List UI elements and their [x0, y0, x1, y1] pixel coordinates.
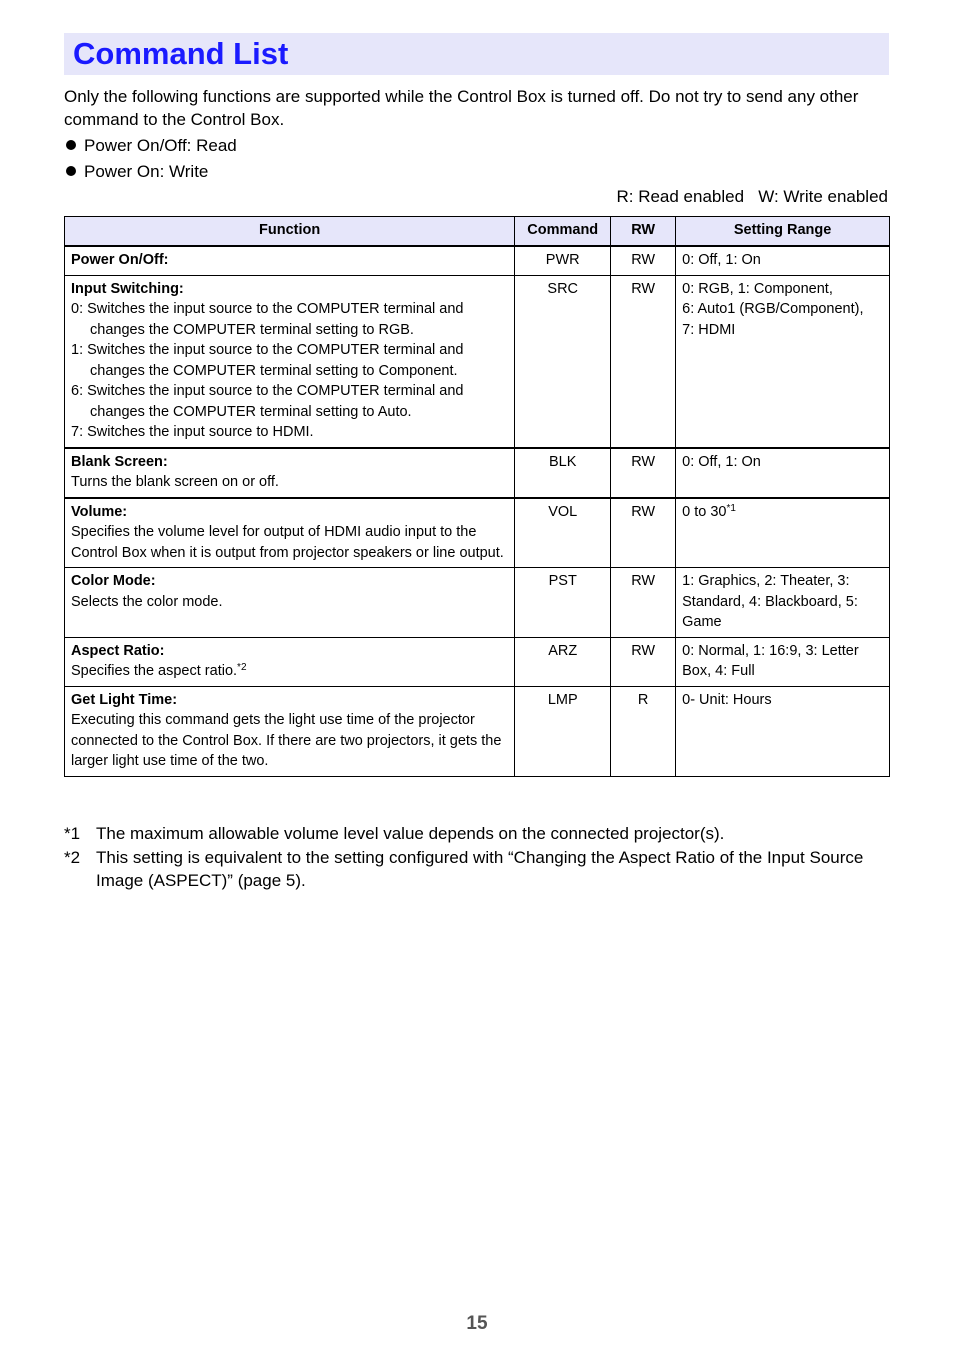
- range-cell: 0: Normal, 1: 16:9, 3: Letter Box, 4: Full: [676, 637, 890, 686]
- intro-paragraph: Only the following functions are supported while the Control Box is turned off. Do not try to send any other command to the Control Box.: [64, 87, 859, 129]
- bullet-icon: [66, 140, 76, 150]
- range-cell: [676, 498, 890, 568]
- command-cell: ARZ: [515, 637, 611, 686]
- range-cell: 0: Off, 1: On: [676, 448, 890, 498]
- page-number: 15: [466, 1313, 488, 1334]
- command-cell: LMP: [515, 686, 611, 776]
- table-row: [65, 637, 890, 686]
- list-item: 1: Switches the input source to the COMPUTER terminal and changes the COMPUTER terminal setting to Component.: [71, 342, 464, 379]
- function-cell: [65, 637, 515, 686]
- function-name: Blank Screen:: [71, 453, 168, 470]
- bullet-item: [66, 160, 208, 183]
- function-name: Power On/Off:: [71, 252, 169, 268]
- range-cell: 0- Unit: Hours: [676, 686, 890, 776]
- range-line: 6: Auto1 (RGB/Component),: [682, 301, 864, 317]
- rw-cell: RW: [611, 246, 676, 275]
- page-title: Command List: [73, 36, 289, 71]
- command-cell: PST: [515, 568, 611, 638]
- table-row: [65, 686, 890, 776]
- command-table: [64, 216, 890, 777]
- range-line: 0: RGB, 1: Component,: [682, 280, 833, 297]
- bullet-text: Power On: Write: [84, 162, 209, 181]
- footnote-text: The maximum allowable volume level value depends on the connected projector(s).: [96, 824, 725, 843]
- range-text: 0 to 30: [682, 503, 727, 520]
- list-item: 7: Switches the input source to HDMI.: [71, 424, 314, 440]
- command-cell: PWR: [515, 246, 611, 275]
- bullet-item: [66, 134, 237, 157]
- table-row: [65, 498, 890, 568]
- footnote-ref: *1: [726, 502, 736, 514]
- table-row: [65, 246, 890, 275]
- function-desc: Executing this command gets the light use time of the projector connected to the Control Box. If there are two projectors, it gets the larger light use time of the two.: [71, 712, 502, 769]
- function-desc: Turns the blank screen on or off.: [71, 474, 279, 490]
- function-cell: [65, 568, 515, 638]
- range-line: 7: HDMI: [682, 321, 736, 338]
- footnote-text: This setting is equivalent to the setting configured with “Changing the Aspect Ratio of the Input Source Image (ASPECT)” (page 5).: [96, 847, 864, 890]
- function-name: Volume:: [71, 503, 128, 520]
- function-desc: Specifies the volume level for output of HDMI audio input to the Control Box when it is output from projector speakers or line output.: [71, 524, 504, 561]
- table-row: [65, 275, 890, 448]
- title-bar: [64, 33, 889, 75]
- footnotes: [64, 822, 894, 893]
- range-cell: 0: Off, 1: On: [676, 246, 890, 275]
- footnote: [64, 822, 894, 846]
- range-cell: [676, 275, 890, 448]
- function-cell: [65, 275, 515, 448]
- bullet-icon: [66, 166, 76, 176]
- rw-cell: RW: [611, 637, 676, 686]
- table-row: [65, 448, 890, 498]
- function-cell: [65, 246, 515, 275]
- table-header-row: [65, 217, 890, 247]
- footnote-ref: *2: [237, 662, 247, 673]
- table-row: [65, 568, 890, 638]
- rw-legend: R: Read enabled W: Write enabled: [616, 187, 888, 206]
- function-name: Input Switching:: [71, 280, 184, 297]
- header-setting-range: Setting Range: [676, 217, 890, 247]
- rw-cell: RW: [611, 275, 676, 448]
- function-cell: [65, 498, 515, 568]
- command-cell: SRC: [515, 275, 611, 448]
- function-desc: Specifies the aspect ratio.: [71, 663, 238, 679]
- footnote-mark: *2: [64, 847, 81, 867]
- rw-cell: R: [611, 686, 676, 776]
- header-rw: RW: [611, 217, 676, 247]
- footnote: [64, 846, 894, 893]
- command-cell: BLK: [515, 448, 611, 498]
- function-name: Get Light Time:: [71, 691, 178, 708]
- list-item: 0: Switches the input source to the COMPUTER terminal and changes the COMPUTER terminal setting to RGB.: [71, 301, 464, 338]
- bullet-text: Power On/Off: Read: [84, 136, 237, 155]
- function-name: Aspect Ratio:: [71, 642, 165, 659]
- command-cell: VOL: [515, 498, 611, 568]
- footnote-mark: *1: [64, 824, 81, 843]
- header-function: Function: [65, 217, 515, 247]
- range-cell: 1: Graphics, 2: Theater, 3: Standard, 4: Blackboard, 5: Game: [676, 568, 890, 638]
- header-command: Command: [515, 217, 611, 247]
- function-cell: [65, 448, 515, 498]
- rw-cell: RW: [611, 498, 676, 568]
- list-item: 6: Switches the input source to the COMPUTER terminal and changes the COMPUTER terminal setting to Auto.: [71, 383, 464, 420]
- function-desc: Selects the color mode.: [71, 593, 223, 610]
- function-name: Color Mode:: [71, 573, 156, 589]
- function-cell: [65, 686, 515, 776]
- rw-cell: RW: [611, 568, 676, 638]
- rw-cell: RW: [611, 448, 676, 498]
